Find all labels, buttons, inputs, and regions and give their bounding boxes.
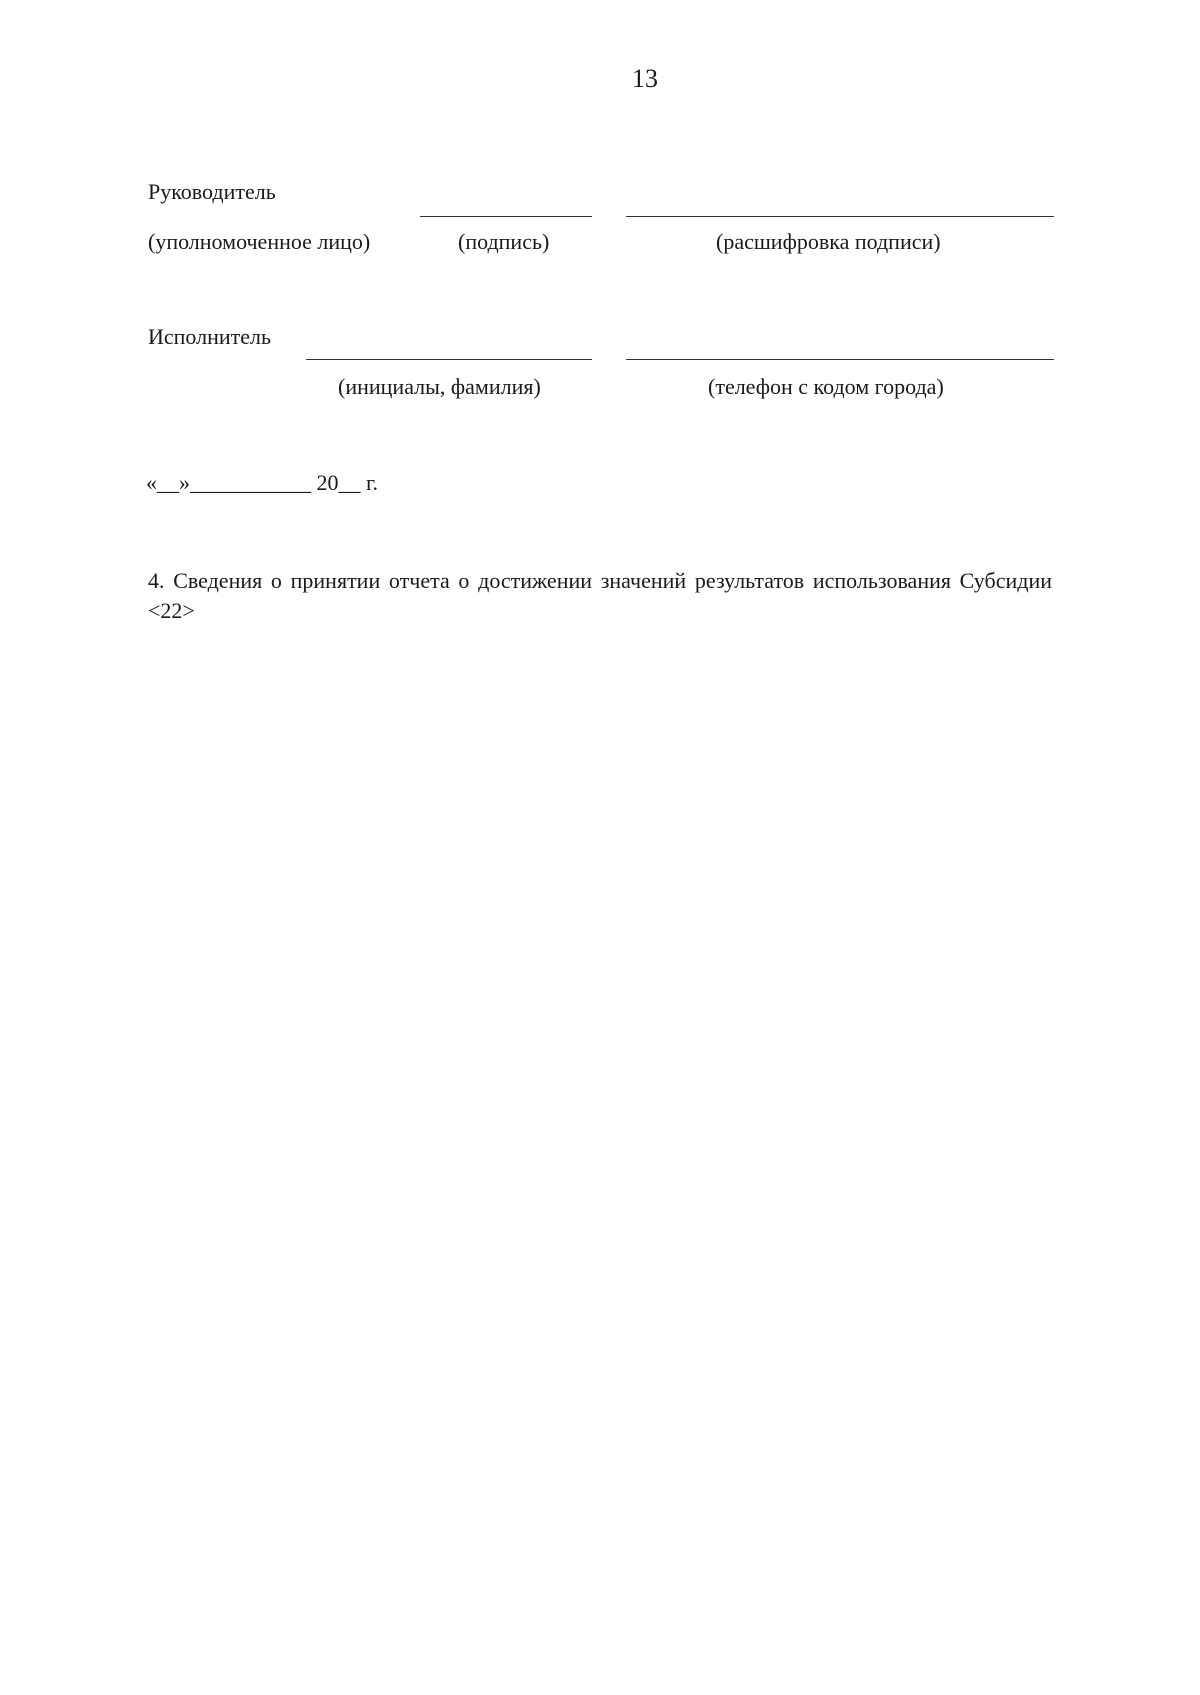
role-caption: (уполномоченное лицо) — [148, 229, 371, 254]
head-title: Руководитель — [148, 179, 276, 204]
page-number: 13 — [632, 64, 658, 93]
executor-name-caption: (инициалы, фамилия) — [338, 374, 541, 399]
executor-phone-line[interactable] — [626, 359, 1054, 360]
executor-phone-caption: (телефон с кодом города) — [708, 374, 944, 399]
signature-decode-line[interactable] — [626, 216, 1054, 217]
section-4-paragraph: 4. Сведения о принятии отчета о достижении значений результатов использования Субсидии <22> — [148, 568, 1052, 623]
signature-line[interactable] — [420, 216, 592, 217]
date-line[interactable]: «__»___________ 20__ г. — [146, 470, 379, 495]
executor-name-line[interactable] — [306, 359, 592, 360]
executor-title: Исполнитель — [148, 324, 272, 349]
signature-caption: (подпись) — [458, 229, 550, 254]
signature-decode-caption: (расшифровка подписи) — [716, 229, 941, 254]
